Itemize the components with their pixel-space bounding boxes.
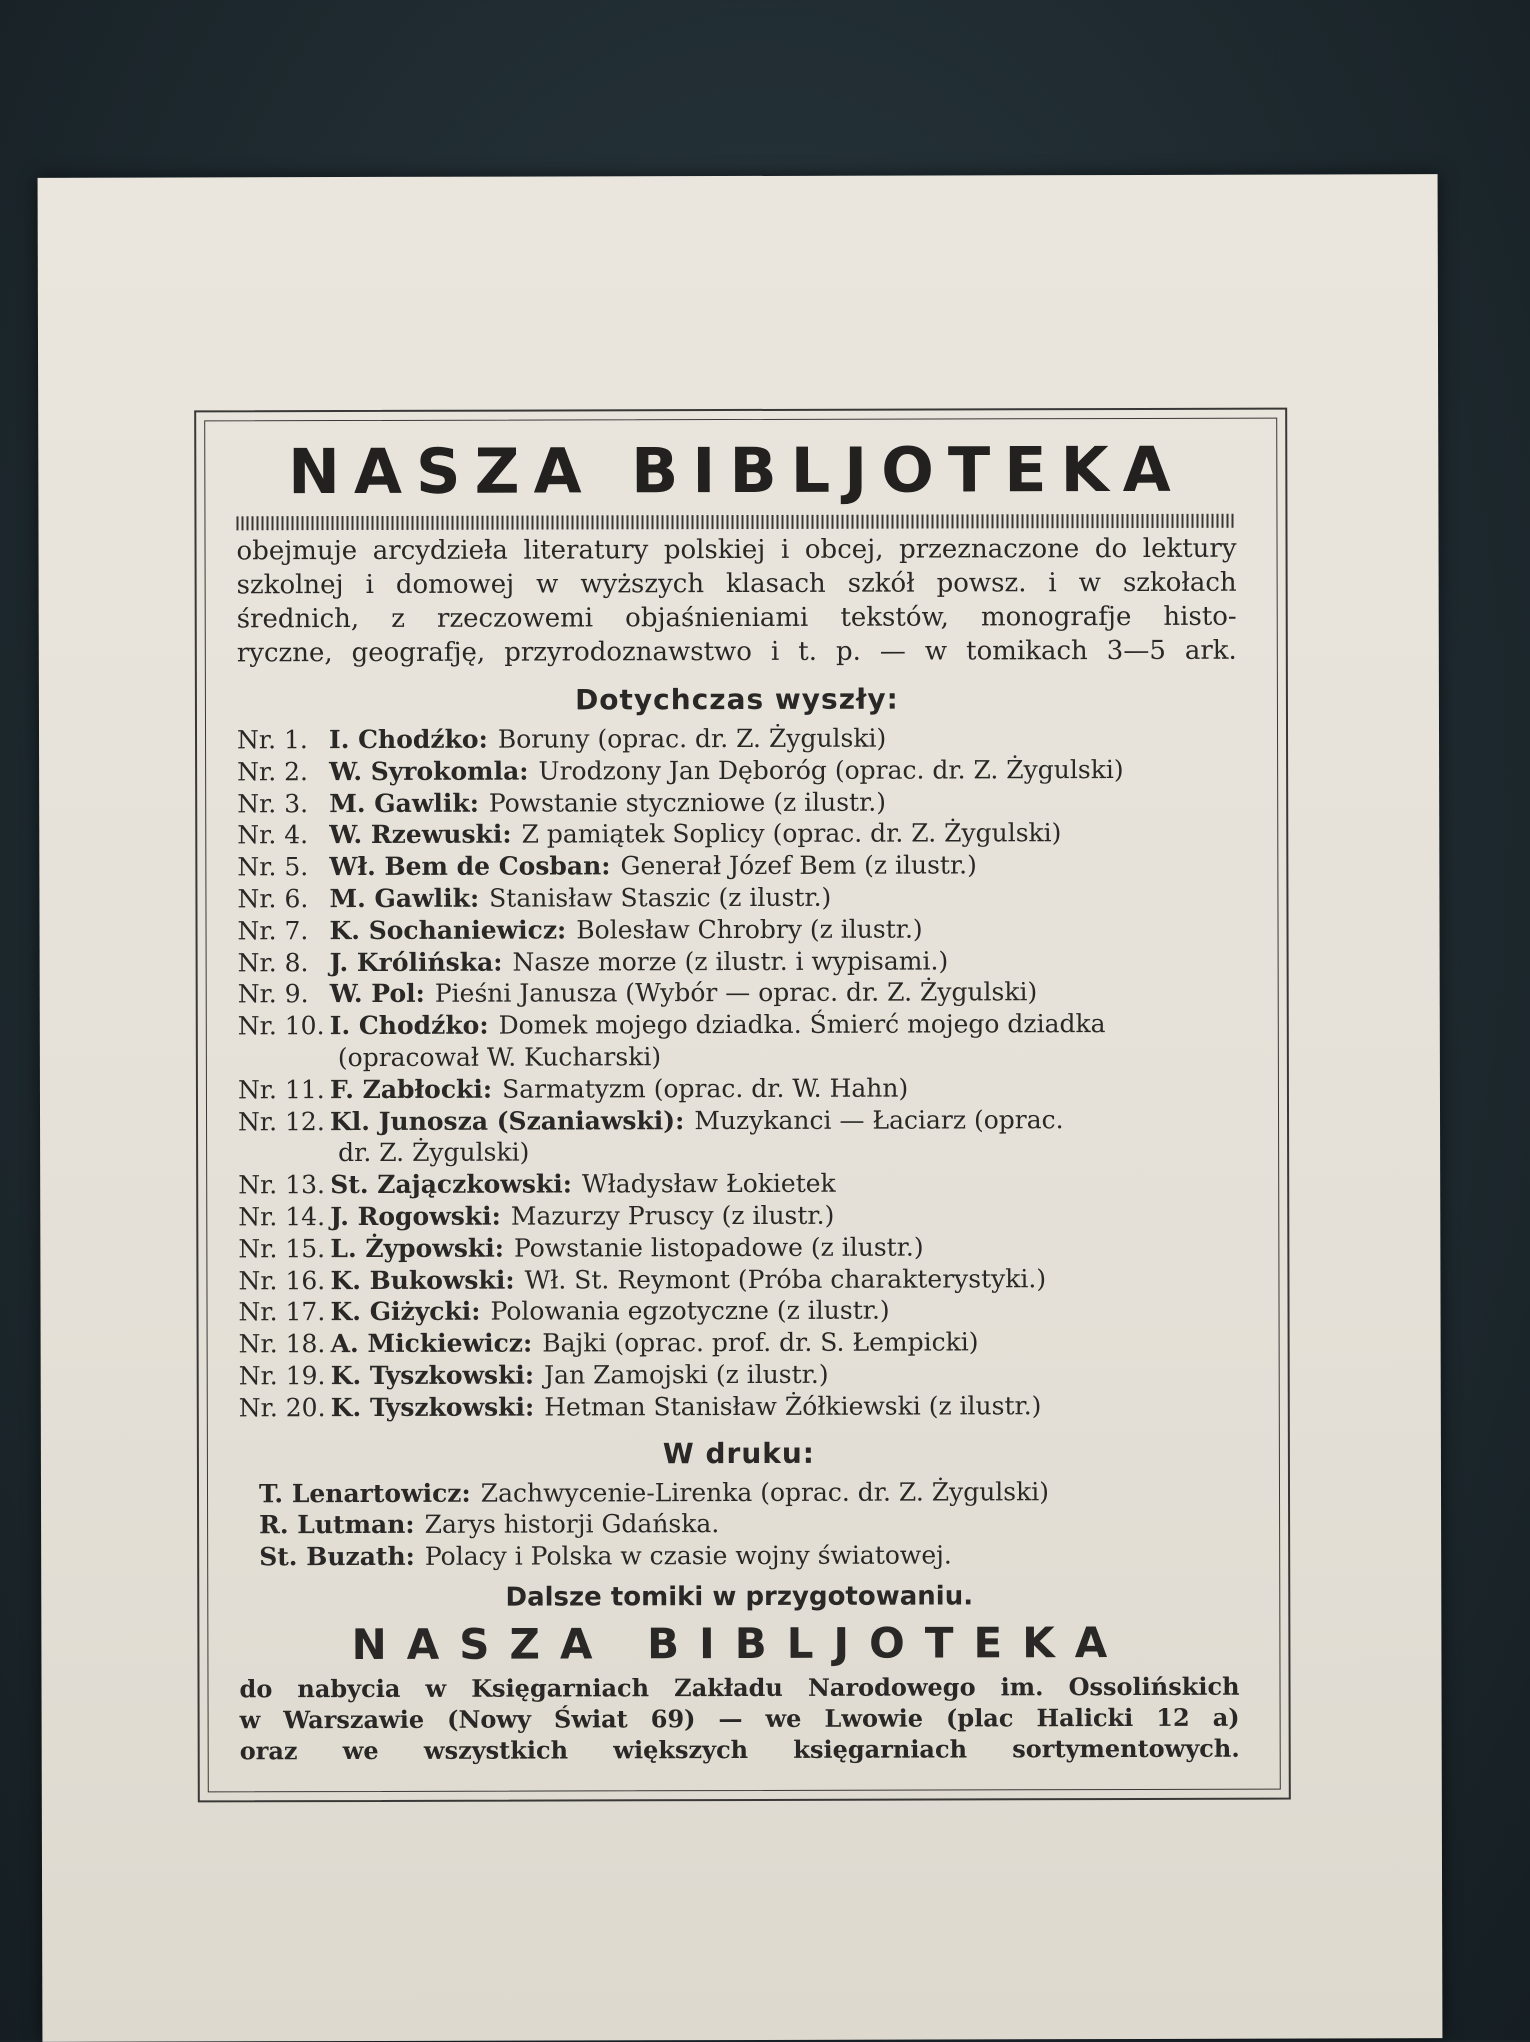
in-print-heading: W druku: xyxy=(662,1436,816,1470)
volume-author: W. Rzewuski: xyxy=(329,819,512,850)
volume-title: Bolesław Chrobry (z ilustr.) xyxy=(576,914,923,945)
volume-author: A. Mickiewicz: xyxy=(330,1328,533,1359)
in-print-title: Polacy i Polska w czasie wojny światowej. xyxy=(424,1540,952,1571)
list-item xyxy=(238,1071,1238,1105)
list-item xyxy=(237,912,1237,946)
list-item xyxy=(238,1008,1238,1042)
volume-number: Nr. 17. xyxy=(238,1297,326,1327)
footer-line: oraz we wszystkich większych księgarniach sortymentowych. xyxy=(239,1733,1240,1766)
volume-entry xyxy=(329,850,977,883)
volume-title: Urodzony Jan Dęboróg (oprac. dr. Z. Żygulski) xyxy=(538,754,1124,786)
in-print-list xyxy=(239,1475,1239,1573)
series-description xyxy=(236,532,1236,671)
volume-entry xyxy=(330,1008,1106,1042)
volume-number: Nr. 2. xyxy=(237,756,308,787)
list-item xyxy=(237,849,1237,883)
volume-entry xyxy=(329,882,831,915)
list-item xyxy=(237,722,1237,756)
volume-entry xyxy=(330,1168,836,1201)
volume-author: W. Pol: xyxy=(329,979,425,1009)
volume-entry xyxy=(329,913,922,946)
list-item xyxy=(238,944,1238,978)
volume-number: Nr. 19. xyxy=(238,1361,326,1391)
volume-title: Mazurzy Pruscy (z ilustr.) xyxy=(510,1200,835,1231)
in-print-author: T. Lenartowicz: xyxy=(258,1478,471,1508)
volume-author: K. Tyszkowski: xyxy=(330,1392,535,1422)
volume-number: Nr. 9. xyxy=(237,979,309,1009)
list-item xyxy=(238,1230,1238,1264)
list-item xyxy=(239,1326,1239,1360)
list-item xyxy=(239,1539,1239,1573)
volume-number: Nr. 5. xyxy=(237,852,309,882)
volume-number: Nr. 1. xyxy=(236,725,308,755)
volume-number: Nr. 4. xyxy=(237,820,309,850)
volume-entry xyxy=(329,818,1061,852)
volume-title: Pieśni Janusza (Wybór — oprac. dr. Z. Żygulski) xyxy=(434,977,1038,1009)
list-item xyxy=(239,1389,1239,1423)
list-item xyxy=(238,1167,1238,1201)
footer-line: do nabycia w Księgarniach Zakładu Narodowego im. Ossolińskich xyxy=(239,1671,1240,1704)
volume-author: Kl. Junosza (Szaniawski): xyxy=(329,1105,685,1136)
volume-title: Generał Józef Bem (z ilustr.) xyxy=(620,850,977,881)
list-item xyxy=(238,1294,1238,1328)
intro-line: ryczne, geografję, przyrodoznawstwo i t. p. — w tomikach 3—5 ark. xyxy=(236,635,1237,669)
in-print-title: Zarys historji Gdańska. xyxy=(424,1509,720,1540)
volume-title-continued: (opracował W. Kucharski) xyxy=(337,1042,662,1073)
volume-entry xyxy=(330,945,949,978)
decorative-rule xyxy=(236,514,1236,531)
published-heading: Dotychczas wyszły: xyxy=(574,682,899,717)
volume-number: Nr. 8. xyxy=(237,947,309,977)
further-note: Dalsze tomiki w przygotowaniu. xyxy=(505,1581,974,1613)
volume-entry xyxy=(330,977,1038,1011)
volume-entry xyxy=(330,1072,908,1105)
list-item xyxy=(237,817,1237,851)
list-item xyxy=(237,785,1237,819)
volume-entry xyxy=(331,1359,829,1392)
in-print-author: St. Buzath: xyxy=(259,1541,415,1572)
volume-title: Jan Zamojski (z ilustr.) xyxy=(544,1359,829,1390)
series-title: NASZA BIBLJOTEKA xyxy=(287,432,1185,509)
volume-author: St. Zajączkowski: xyxy=(330,1169,573,1200)
list-item xyxy=(239,1475,1239,1509)
volume-entry xyxy=(329,723,886,756)
volume-number: Nr. 7. xyxy=(237,915,309,946)
list-item xyxy=(239,1507,1239,1541)
in-print-author: R. Lutman: xyxy=(259,1510,415,1540)
volume-author: W. Syrokomla: xyxy=(329,756,529,786)
volume-title: Stanisław Staszic (z ilustr.) xyxy=(489,882,832,913)
volume-number: Nr. 15. xyxy=(238,1233,326,1264)
list-item xyxy=(238,1199,1238,1233)
volume-author: J. Królińska: xyxy=(329,947,503,977)
volume-title-continued: dr. Z. Żygulski) xyxy=(338,1137,530,1168)
list-item xyxy=(238,1262,1238,1296)
volume-title: Muzykanci — Łaciarz (oprac. xyxy=(694,1104,1064,1135)
volume-title: Nasze morze (z ilustr. i wypisami.) xyxy=(512,946,949,977)
volume-author: J. Rogowski: xyxy=(330,1201,501,1232)
volume-author: K. Bukowski: xyxy=(330,1265,515,1295)
volume-author: L. Żypowski: xyxy=(330,1233,504,1263)
volume-author: Wł. Bem de Cosban: xyxy=(329,851,611,882)
volume-entry xyxy=(330,1263,1046,1297)
list-item xyxy=(239,1358,1239,1392)
in-print-title: Zachwycenie-Lirenka (oprac. dr. Z. Żygulski) xyxy=(480,1476,1050,1508)
volume-title: Hetman Stanisław Żółkiewski (z ilustr.) xyxy=(544,1390,1042,1422)
volume-number: Nr. 6. xyxy=(237,884,309,914)
book-back-cover xyxy=(38,174,1443,2042)
volume-title: Polowania egzotyczne (z ilustr.) xyxy=(490,1295,890,1326)
list-item xyxy=(237,881,1237,915)
volume-author: K. Sochaniewicz: xyxy=(329,915,567,945)
published-list xyxy=(237,722,1239,1424)
volume-number: Nr. 14. xyxy=(238,1202,326,1232)
intro-line: szkolnej i domowej w wyższych klasach szkół powsz. i w szkołach xyxy=(236,567,1237,601)
volume-entry xyxy=(330,1231,923,1264)
volume-title: Powstanie listopadowe (z ilustr.) xyxy=(513,1232,924,1263)
volume-entry xyxy=(329,786,886,819)
volume-author: M. Gawlik: xyxy=(329,883,480,914)
volume-number: Nr. 3. xyxy=(237,788,309,818)
volume-entry xyxy=(331,1390,1042,1424)
volume-title: Wł. St. Reymont (Próba charakterystyki.) xyxy=(524,1263,1047,1295)
advert-frame xyxy=(194,408,1291,1803)
volume-entry xyxy=(330,1295,889,1328)
volume-number: Nr. 16. xyxy=(238,1265,326,1295)
volume-title: Władysław Łokietek xyxy=(581,1168,836,1199)
volume-number: Nr. 12. xyxy=(237,1106,325,1136)
volume-number: Nr. 18. xyxy=(238,1329,326,1359)
volume-title: Boruny (oprac. dr. Z. Żygulski) xyxy=(497,723,887,754)
volume-title: Z pamiątek Soplicy (oprac. dr. Z. Żygulski) xyxy=(521,818,1062,849)
advert-content xyxy=(236,430,1239,1767)
volume-title: Sarmatyzm (oprac. dr. W. Hahn) xyxy=(502,1073,909,1104)
volume-number: Nr. 10. xyxy=(237,1011,325,1041)
volume-author: I. Chodźko: xyxy=(329,1010,489,1041)
volume-entry xyxy=(330,1200,834,1233)
volume-author: K. Tyszkowski: xyxy=(330,1360,535,1391)
volume-title: Bajki (oprac. prof. dr. S. Łempicki) xyxy=(542,1327,979,1358)
intro-line: obejmuje arcydzieła literatury polskiej i obcej, przeznaczone do lektury xyxy=(236,533,1237,567)
volume-entry xyxy=(331,1327,979,1360)
volume-number: Nr. 20. xyxy=(238,1392,326,1423)
list-item xyxy=(237,753,1237,787)
volume-entry xyxy=(329,754,1124,788)
volume-entry xyxy=(330,1104,1064,1138)
series-title-repeat: NASZA BIBLJOTEKA xyxy=(351,1617,1128,1669)
volume-author: K. Giżycki: xyxy=(330,1297,481,1327)
volume-number: Nr. 13. xyxy=(238,1170,325,1200)
intro-line: średnich, z rzeczowemi objaśnieniami tekstów, monografje histo- xyxy=(236,601,1237,635)
volume-title: Domek mojego dziadka. Śmierć mojego dziadka xyxy=(498,1009,1106,1040)
volume-title: Powstanie styczniowe (z ilustr.) xyxy=(488,787,887,818)
volume-author: I. Chodźko: xyxy=(328,724,488,755)
footer-line: w Warszawie (Nowy Świat 69) — we Lwowie (plac Halicki 12 a) xyxy=(239,1702,1240,1735)
list-item xyxy=(238,976,1238,1010)
volume-author: M. Gawlik: xyxy=(329,788,479,818)
volume-author: F. Zabłocki: xyxy=(329,1074,493,1104)
list-item xyxy=(238,1103,1238,1137)
availability-note xyxy=(239,1671,1239,1767)
volume-number: Nr. 11. xyxy=(237,1074,325,1105)
